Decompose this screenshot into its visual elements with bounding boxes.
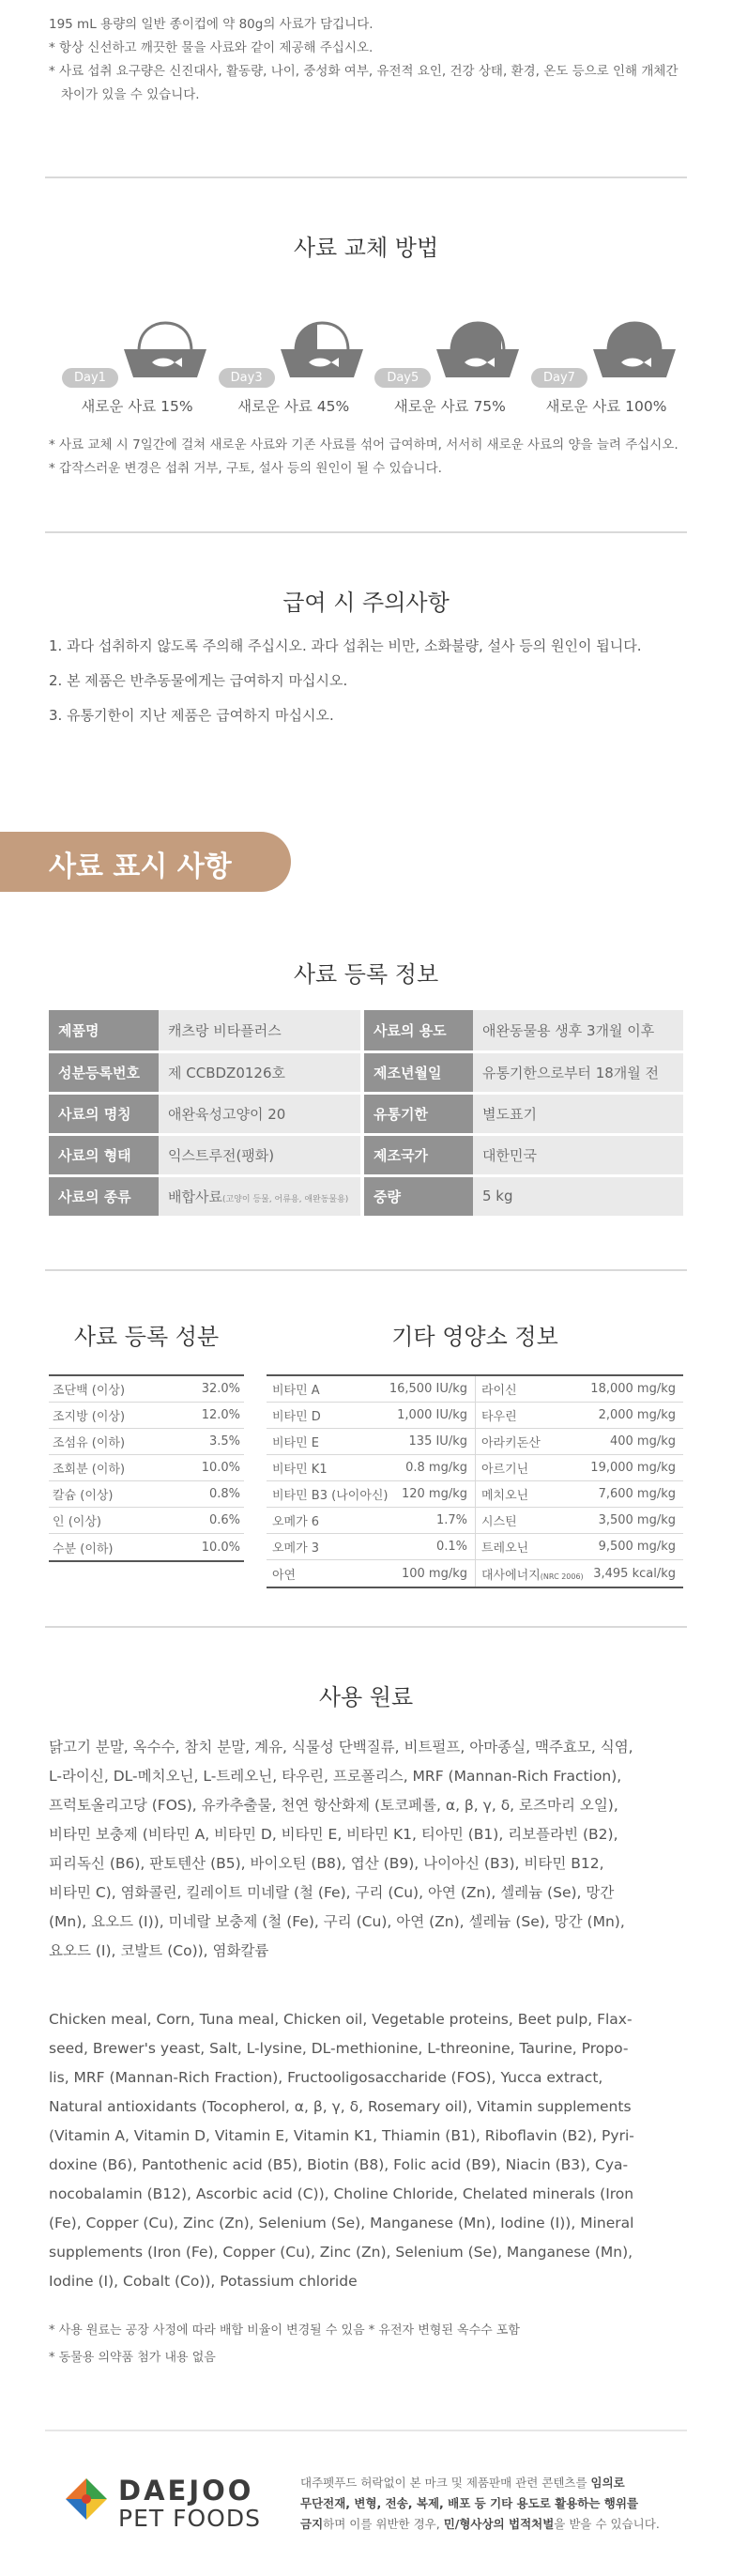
nutrition-row bbox=[267, 1403, 475, 1429]
nutrient-value: 400 mg/kg bbox=[609, 1434, 676, 1449]
nutrient-name-cell bbox=[476, 1485, 528, 1503]
field-key: 사료의 형태 bbox=[49, 1134, 159, 1175]
nutrient-name-cell bbox=[267, 1565, 296, 1583]
exchange-notes bbox=[49, 434, 679, 481]
top-notes bbox=[49, 13, 679, 107]
field-key: 유통기한 bbox=[364, 1093, 473, 1134]
nutrient-name: 라이신 bbox=[481, 1384, 517, 1398]
field-value: 유통기한으로부터 18개월 전 bbox=[473, 1051, 683, 1093]
table-row bbox=[49, 1175, 683, 1217]
day-pill: Day3 bbox=[219, 368, 275, 388]
logo-wordmark-bottom: PET FOODS bbox=[118, 2505, 261, 2532]
food-bowl-icon bbox=[431, 315, 525, 381]
ingredient-line: Chicken meal, Corn, Tuna meal, Chicken oil, Vegetable proteins, Beet pulp, Flax- bbox=[49, 2011, 633, 2028]
day-step bbox=[219, 302, 369, 416]
section-title-exchange: 사료 교체 방법 bbox=[293, 235, 439, 261]
nutrient-name: 수분 (이하) bbox=[53, 1541, 114, 1556]
composition-row bbox=[49, 1455, 244, 1481]
ingredients-korean bbox=[49, 1733, 687, 1966]
composition-row bbox=[49, 1403, 244, 1429]
ingredients-english bbox=[49, 2005, 687, 2296]
caution-list bbox=[49, 629, 642, 733]
daejoo-logo-mark-icon bbox=[66, 2478, 107, 2520]
notice-text: 대주펫푸드 허락없이 본 마크 및 제품판매 관련 콘텐츠를 bbox=[300, 2476, 591, 2490]
nutrient-name: 시스틴 bbox=[481, 1515, 517, 1529]
day-step bbox=[374, 302, 525, 416]
nutrient-name: 조회분 (이하) bbox=[53, 1463, 126, 1477]
nutrient-value: 3.5% bbox=[208, 1434, 240, 1449]
nutrient-name-cell bbox=[476, 1406, 517, 1424]
nutrient-name: 오메가 3 bbox=[272, 1541, 320, 1556]
nutrient-name: 조섬유 (이하) bbox=[53, 1436, 126, 1450]
field-value bbox=[159, 1010, 360, 1051]
day-pill: Day1 bbox=[62, 368, 118, 388]
ingredient-line: L-라이신, DL-메치오닌, L-트레오닌, 타우린, 프로폴리스, MRF (Mannan-Rich Fraction), bbox=[49, 1768, 622, 1785]
ingredient-line: 요오드 (I), 코발트 (Co)), 염화칼륨 bbox=[49, 1942, 269, 1959]
nutrient-name: 조지방 (이상) bbox=[53, 1410, 126, 1424]
day-label: 새로운 사료 45% bbox=[237, 398, 350, 415]
nutrient-name: 비타민 E bbox=[272, 1436, 320, 1450]
caution-item: 3. 유통기한이 지난 제품은 급여하지 마십시오. bbox=[49, 707, 334, 724]
nutrient-value: 1,000 IU/kg bbox=[397, 1408, 467, 1422]
field-key: 사료의 용도 bbox=[364, 1010, 473, 1051]
nutrient-name-note: (NRC 2006) bbox=[540, 1572, 584, 1581]
table-row bbox=[49, 1093, 683, 1134]
field-key: 중량 bbox=[364, 1175, 473, 1217]
nutrient-value: 2,000 mg/kg bbox=[598, 1408, 676, 1422]
nutrient-value: 0.6% bbox=[208, 1513, 240, 1527]
nutrition-row bbox=[267, 1508, 475, 1534]
nutrition-row bbox=[267, 1455, 475, 1481]
nutrition-column-left bbox=[267, 1376, 475, 1587]
nutrient-name: 칼슘 (이상) bbox=[53, 1489, 114, 1503]
table-row bbox=[49, 1134, 683, 1175]
field-value: 대한민국 bbox=[473, 1134, 683, 1175]
nutrition-row bbox=[476, 1534, 683, 1560]
field-key: 제조국가 bbox=[364, 1134, 473, 1175]
nutrient-value: 10.0% bbox=[201, 1540, 240, 1555]
nutrient-name-cell bbox=[476, 1511, 517, 1529]
nutrient-value: 0.8 mg/kg bbox=[405, 1461, 467, 1475]
table-row bbox=[49, 1051, 683, 1093]
divider bbox=[45, 176, 687, 178]
note-line: * 항상 신선하고 깨끗한 물을 사료와 같이 제공해 주십시오. bbox=[49, 40, 374, 55]
divider bbox=[45, 531, 687, 533]
ingredient-line: doxine (B6), Pantothenic acid (B5), Biotin (B8), Folic acid (B9), Niacin (B3), Cya- bbox=[49, 2156, 629, 2173]
day-step bbox=[62, 302, 212, 416]
nutrient-name: 비타민 D bbox=[272, 1410, 321, 1424]
day-pill: Day5 bbox=[374, 368, 431, 388]
note-line: * 사용 원료는 공장 사정에 따라 배합 비율이 변경될 수 있음 * 유전자 변형된 옥수수 포함 bbox=[49, 2323, 520, 2338]
copyright-notice bbox=[300, 2473, 660, 2535]
ingredient-line: (Mn), 요오드 (I)), 미네랄 보충제 (철 (Fe), 구리 (Cu), 아연 (Zn), 셀레늄 (Se), 망간 (Mn), bbox=[49, 1913, 625, 1930]
nutrient-name-cell bbox=[267, 1406, 321, 1424]
ingredient-line: nocobalamin (B12), Ascorbic acid (C)), Choline Chloride, Chelated minerals (Iron bbox=[49, 2185, 634, 2202]
composition-row bbox=[49, 1429, 244, 1455]
nutrient-name: 비타민 B3 (나이아신) bbox=[272, 1489, 389, 1503]
composition-row bbox=[49, 1534, 244, 1560]
composition-table bbox=[49, 1374, 244, 1562]
nutrient-name: 아연 bbox=[272, 1568, 297, 1583]
nutrient-name-cell bbox=[267, 1538, 319, 1556]
field-key: 제조년월일 bbox=[364, 1051, 473, 1093]
nutrient-name: 비타민 K1 bbox=[272, 1463, 328, 1477]
day-step bbox=[531, 302, 681, 416]
nutrient-name: 아라키돈산 bbox=[481, 1436, 541, 1450]
nutrient-name: 타우린 bbox=[481, 1410, 517, 1424]
day-label: 새로운 사료 75% bbox=[393, 398, 506, 415]
nutrition-row bbox=[476, 1481, 683, 1508]
ingredient-line: 비타민 C), 염화콜린, 킬레이트 미네랄 (철 (Fe), 구리 (Cu), 아연 (Zn), 셀레늄 (Se), 망간 bbox=[49, 1884, 615, 1901]
nutrition-row bbox=[267, 1481, 475, 1508]
nutrition-row bbox=[267, 1429, 475, 1455]
nutrient-name: 트레오닌 bbox=[481, 1541, 529, 1556]
nutrient-value: 7,600 mg/kg bbox=[598, 1487, 676, 1501]
composition-row bbox=[49, 1376, 244, 1403]
nutrient-name-cell bbox=[476, 1538, 528, 1556]
field-value-note: (고양이 등물, 어류용, 애완동물용) bbox=[221, 1194, 349, 1204]
nutrient-value: 10.0% bbox=[201, 1461, 240, 1475]
note-line: * 갑작스러운 변경은 섭취 거부, 구토, 설사 등의 원인이 될 수 있습니다. bbox=[49, 461, 442, 476]
nutrient-name-cell bbox=[476, 1433, 541, 1450]
nutrient-name-cell bbox=[267, 1459, 328, 1477]
nutrient-value: 0.8% bbox=[208, 1487, 240, 1501]
ingredient-line: 비타민 보충제 (비타민 A, 비타민 D, 비타민 E, 비타민 K1, 티아민 (B1), 리보플라빈 (B2), bbox=[49, 1826, 618, 1843]
nutrient-name: 메치오닌 bbox=[481, 1489, 529, 1503]
notice-text: 하며 이를 위반한 경우, bbox=[323, 2517, 444, 2531]
notice-emphasis: 무단전재, 변형, 전송, 복제, 배포 등 기타 용도로 활용하는 행위를 bbox=[300, 2496, 639, 2510]
nutrition-row bbox=[476, 1429, 683, 1455]
section-title-ingredients: 사용 원료 bbox=[318, 1684, 414, 1710]
nutrient-value: 1.7% bbox=[435, 1513, 467, 1527]
nutrition-row bbox=[476, 1508, 683, 1534]
field-value bbox=[159, 1051, 360, 1093]
ingredient-line: supplements (Iron (Fe), Copper (Cu), Zinc (Zn), Selenium (Se), Manganese (Mn), bbox=[49, 2244, 633, 2261]
ingredient-line: lis, MRF (Mannan-Rich Fraction), Fructooligosaccharide (FOS), Yucca extract, bbox=[49, 2069, 603, 2086]
section-badge-label: 사료 표시 사항 bbox=[49, 851, 232, 883]
nutrient-name-cell bbox=[267, 1485, 389, 1503]
field-key: 사료의 종류 bbox=[49, 1175, 159, 1217]
ingredient-line: Iodine (I), Cobalt (Co)), Potassium chloride bbox=[49, 2273, 358, 2290]
nutrient-value: 100 mg/kg bbox=[401, 1566, 467, 1581]
nutrition-column-right bbox=[475, 1376, 683, 1587]
food-bowl-icon bbox=[587, 315, 681, 381]
nutrient-name: 인 (이상) bbox=[53, 1515, 101, 1529]
notice-emphasis: 금지 bbox=[300, 2517, 324, 2531]
field-key: 사료의 명칭 bbox=[49, 1093, 159, 1134]
section-title-nutrition: 기타 영양소 정보 bbox=[391, 1324, 558, 1350]
divider bbox=[45, 2430, 687, 2431]
nutrient-name-cell bbox=[476, 1380, 517, 1398]
nutrition-row bbox=[476, 1376, 683, 1403]
ingredient-line: 피리독신 (B6), 판토텐산 (B5), 바이오틴 (B8), 엽산 (B9), 나이아신 (B3), 비타민 B12, bbox=[49, 1855, 604, 1872]
nutrient-value: 19,000 mg/kg bbox=[590, 1461, 676, 1475]
note-line: 195 mL 용량의 일반 종이컵에 약 80g의 사료가 담깁니다. bbox=[49, 17, 374, 32]
field-value-text: 제 CCBDZ0126호 bbox=[168, 1064, 285, 1081]
nutrient-value: 9,500 mg/kg bbox=[598, 1540, 676, 1554]
logo-wordmark-top: DAEJOO bbox=[118, 2475, 254, 2507]
ingredient-line: (Vitamin A, Vitamin D, Vitamin E, Vitamin K1, Thiamin (B1), Riboflavin (B2), Pyri- bbox=[49, 2127, 634, 2144]
table-row bbox=[49, 1010, 683, 1051]
day-steps bbox=[62, 302, 681, 416]
caution-item: 1. 과다 섭취하지 않도록 주의해 주십시오. 과다 섭취는 비만, 소화불량, 설사 등의 원인이 됩니다. bbox=[49, 637, 642, 654]
field-value-text: 배합사료 bbox=[168, 1188, 222, 1205]
field-value-text: 캐츠랑 비타플러스 bbox=[168, 1021, 282, 1039]
nutrient-name-cell bbox=[476, 1459, 528, 1477]
caution-item: 2. 본 제품은 반추동물에게는 급여하지 마십시오. bbox=[49, 672, 348, 689]
nutrition-row bbox=[476, 1455, 683, 1481]
nutrient-value: 135 IU/kg bbox=[408, 1434, 467, 1449]
notice-emphasis: 임의로 bbox=[590, 2476, 625, 2490]
field-value bbox=[159, 1175, 360, 1217]
field-value: 별도표기 bbox=[473, 1093, 683, 1134]
field-key: 성분등록번호 bbox=[49, 1051, 159, 1093]
nutrition-row bbox=[267, 1376, 475, 1403]
field-value-text: 애완육성고양이 20 bbox=[168, 1105, 286, 1123]
nutrition-row bbox=[267, 1560, 475, 1587]
nutrient-name-cell bbox=[476, 1565, 584, 1583]
nutrient-value: 18,000 mg/kg bbox=[590, 1382, 676, 1396]
nutrient-name-cell bbox=[267, 1380, 320, 1398]
food-bowl-icon bbox=[275, 315, 369, 381]
notice-text: 을 받을 수 있습니다. bbox=[554, 2517, 660, 2531]
day-pill: Day7 bbox=[531, 368, 587, 388]
nutrient-value: 3,500 mg/kg bbox=[598, 1513, 676, 1527]
nutrition-row bbox=[476, 1560, 683, 1587]
section-title-composition: 사료 등록 성분 bbox=[73, 1324, 220, 1350]
ingredient-line: (Fe), Copper (Cu), Zinc (Zn), Selenium (Se), Manganese (Mn), Iodine (I)), Mineral bbox=[49, 2215, 634, 2231]
field-key: 제품명 bbox=[49, 1010, 159, 1051]
nutrient-name-cell bbox=[267, 1433, 319, 1450]
section-title-caution: 급여 시 주의사항 bbox=[282, 590, 450, 616]
note-line: * 동물용 의약품 첨가 내용 없음 bbox=[49, 2351, 216, 2365]
nutrient-value: 120 mg/kg bbox=[401, 1487, 467, 1501]
nutrition-table bbox=[267, 1374, 683, 1588]
nutrient-value: 3,495 kcal/kg bbox=[593, 1566, 676, 1581]
field-value: 애완동물용 생후 3개월 이후 bbox=[473, 1010, 683, 1051]
nutrient-name: 아르기닌 bbox=[481, 1463, 529, 1477]
note-line: * 사료 섭취 요구량은 신진대사, 활동량, 나이, 중성화 여부, 유전적 요인, 건강 상태, 환경, 온도 등으로 인해 개체간 bbox=[49, 64, 679, 79]
composition-row bbox=[49, 1481, 244, 1508]
ingredient-line: 프럭토올리고당 (FOS), 유카추출물, 천연 항산화제 (토코페롤, α, β, γ, δ, 로즈마리 오일), bbox=[49, 1797, 618, 1814]
nutrient-name: 오메가 6 bbox=[272, 1515, 320, 1529]
nutrient-name: 대사에너지 bbox=[481, 1568, 541, 1583]
nutrient-value: 32.0% bbox=[201, 1382, 240, 1396]
day-label: 새로운 사료 15% bbox=[81, 398, 193, 415]
ingredient-line: Natural antioxidants (Tocopherol, α, β, γ, δ, Rosemary oil), Vitamin supplements bbox=[49, 2098, 632, 2115]
nutrient-name-cell bbox=[267, 1511, 319, 1529]
nutrient-value: 16,500 IU/kg bbox=[389, 1382, 467, 1396]
day-label: 새로운 사료 100% bbox=[545, 398, 667, 415]
nutrient-name: 조단백 (이상) bbox=[53, 1384, 126, 1398]
ingredient-notes bbox=[49, 2317, 520, 2371]
field-value bbox=[159, 1093, 360, 1134]
nutrient-name: 비타민 A bbox=[272, 1384, 320, 1398]
registration-table bbox=[49, 1010, 683, 1219]
note-line: 차이가 있을 수 있습니다. bbox=[61, 87, 200, 102]
nutrition-row bbox=[476, 1403, 683, 1429]
ingredient-line: seed, Brewer's yeast, Salt, L-lysine, DL-methionine, L-threonine, Taurine, Propo- bbox=[49, 2040, 629, 2057]
divider bbox=[45, 1269, 687, 1271]
note-line: * 사료 교체 시 7일간에 걸쳐 새로운 사료와 기존 사료를 섞어 급여하며, 서서히 새로운 사료의 양을 늘려 주십시오. bbox=[49, 437, 679, 452]
nutrient-value: 12.0% bbox=[201, 1408, 240, 1422]
notice-emphasis: 민/형사상의 법적처벌 bbox=[443, 2517, 555, 2531]
field-value: 5 kg bbox=[473, 1175, 683, 1217]
section-title-registration: 사료 등록 정보 bbox=[293, 961, 439, 988]
food-bowl-icon bbox=[118, 315, 212, 381]
field-value-text: 익스트루전(팽화) bbox=[168, 1146, 275, 1164]
nutrient-value: 0.1% bbox=[435, 1540, 467, 1554]
field-value bbox=[159, 1134, 360, 1175]
ingredient-line: 닭고기 분말, 옥수수, 참치 분말, 계유, 식물성 단백질류, 비트펄프, 아마종실, 맥주효모, 식염, bbox=[49, 1739, 633, 1756]
divider bbox=[45, 1626, 687, 1628]
nutrition-row bbox=[267, 1534, 475, 1560]
composition-row bbox=[49, 1508, 244, 1534]
